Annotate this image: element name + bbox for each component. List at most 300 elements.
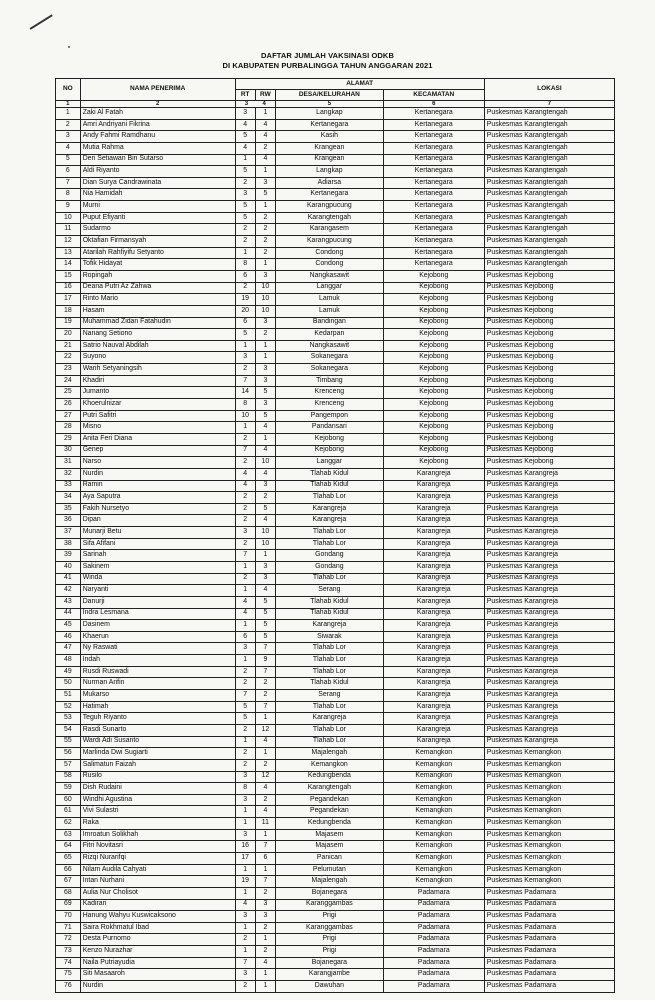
cell-lokasi: Puskesmas Karangtengah <box>484 166 614 178</box>
cell-rw: 10 <box>255 538 275 550</box>
cell-no: 52 <box>56 701 81 713</box>
cell-nama: Desta Purnomo <box>80 934 235 946</box>
cell-rt: 17 <box>235 853 255 865</box>
cell-rw: 1 <box>255 969 275 981</box>
cell-nama: Nurdin <box>80 468 235 480</box>
cell-no: 25 <box>56 387 81 399</box>
cell-kecamatan: Karangreja <box>383 503 484 515</box>
cell-desa: Gondang <box>275 550 383 562</box>
cell-kecamatan: Kemangkon <box>383 818 484 830</box>
column-number: 1 <box>56 101 81 108</box>
cell-rw: 12 <box>255 771 275 783</box>
cell-no: 43 <box>56 596 81 608</box>
cell-no: 20 <box>56 329 81 341</box>
cell-nama: Hatimah <box>80 701 235 713</box>
cell-lokasi: Puskesmas Kemangkon <box>484 829 614 841</box>
cell-rw: 4 <box>255 119 275 131</box>
cell-no: 34 <box>56 492 81 504</box>
cell-kecamatan: Karangreja <box>383 631 484 643</box>
table-row <box>56 352 615 364</box>
cell-kecamatan: Kejobong <box>383 422 484 434</box>
cell-desa: Tlahab Lor <box>275 724 383 736</box>
cell-rt: 3 <box>235 189 255 201</box>
cell-no: 10 <box>56 212 81 224</box>
cell-kecamatan: Kejobong <box>383 329 484 341</box>
cell-desa: Tlahab Kidul <box>275 468 383 480</box>
cell-rt: 5 <box>235 131 255 143</box>
cell-rt: 1 <box>235 585 255 597</box>
cell-rw: 4 <box>255 154 275 166</box>
cell-desa: Prigi <box>275 946 383 958</box>
cell-lokasi: Puskesmas Kejobong <box>484 457 614 469</box>
cell-nama: Kadiran <box>80 899 235 911</box>
cell-rt: 2 <box>235 934 255 946</box>
header-lokasi: LOKASI <box>484 79 614 101</box>
cell-rt: 1 <box>235 620 255 632</box>
table-row <box>56 201 615 213</box>
cell-lokasi: Puskesmas Karangreja <box>484 573 614 585</box>
cell-desa: Tlahab Lor <box>275 527 383 539</box>
cell-lokasi: Puskesmas Karangtengah <box>484 224 614 236</box>
cell-rt: 5 <box>235 166 255 178</box>
cell-lokasi: Puskesmas Kemangkon <box>484 876 614 888</box>
cell-no: 65 <box>56 853 81 865</box>
cell-lokasi: Puskesmas Karangreja <box>484 643 614 655</box>
cell-lokasi: Puskesmas Kejobong <box>484 340 614 352</box>
cell-rt: 2 <box>235 503 255 515</box>
header-desa: DESA/KELURAHAN <box>275 90 383 101</box>
cell-lokasi: Puskesmas Kemangkon <box>484 748 614 760</box>
cell-nama: Rinto Mario <box>80 294 235 306</box>
cell-nama: Kenzo Nurazhar <box>80 946 235 958</box>
table-row <box>56 492 615 504</box>
cell-desa: Tlahab Lor <box>275 538 383 550</box>
cell-nama: Sifa Afifani <box>80 538 235 550</box>
cell-rt: 2 <box>235 981 255 993</box>
cell-no: 48 <box>56 655 81 667</box>
cell-rw: 7 <box>255 666 275 678</box>
table-row <box>56 631 615 643</box>
cell-rt: 8 <box>235 783 255 795</box>
cell-rw: 1 <box>255 829 275 841</box>
cell-no: 33 <box>56 480 81 492</box>
cell-nama: Oktafian Firmansyah <box>80 236 235 248</box>
cell-desa: Bandingan <box>275 317 383 329</box>
table-row <box>56 189 615 201</box>
cell-desa: Kedarpan <box>275 329 383 341</box>
cell-rt: 2 <box>235 457 255 469</box>
cell-nama: Siti Masaaroh <box>80 969 235 981</box>
cell-nama: Nia Hamidah <box>80 189 235 201</box>
cell-lokasi: Puskesmas Karangtengah <box>484 177 614 189</box>
cell-nama: Fitri Novitasri <box>80 841 235 853</box>
cell-rw: 2 <box>255 887 275 899</box>
cell-kecamatan: Kejobong <box>383 340 484 352</box>
cell-rt: 10 <box>235 410 255 422</box>
cell-kecamatan: Karangreja <box>383 585 484 597</box>
table-row <box>56 911 615 923</box>
cell-rt: 1 <box>235 154 255 166</box>
cell-kecamatan: Kejobong <box>383 270 484 282</box>
cell-no: 73 <box>56 946 81 958</box>
cell-desa: Tlahab Lor <box>275 643 383 655</box>
cell-no: 49 <box>56 666 81 678</box>
cell-nama: Tofik Hidayat <box>80 259 235 271</box>
cell-rt: 1 <box>235 422 255 434</box>
table-row <box>56 399 615 411</box>
cell-no: 13 <box>56 247 81 259</box>
cell-kecamatan: Kemangkon <box>383 794 484 806</box>
cell-lokasi: Puskesmas Kemangkon <box>484 806 614 818</box>
cell-lokasi: Puskesmas Karangtengah <box>484 259 614 271</box>
cell-kecamatan: Kejobong <box>383 317 484 329</box>
cell-lokasi: Puskesmas Kejobong <box>484 387 614 399</box>
table-row <box>56 724 615 736</box>
cell-lokasi: Puskesmas Padamara <box>484 887 614 899</box>
cell-kecamatan: Kejobong <box>383 387 484 399</box>
cell-desa: Tlahab Lor <box>275 573 383 585</box>
cell-lokasi: Puskesmas Karangreja <box>484 492 614 504</box>
cell-desa: Timbang <box>275 375 383 387</box>
table-row <box>56 981 615 993</box>
table-row <box>56 655 615 667</box>
cell-kecamatan: Kemangkon <box>383 853 484 865</box>
table-row <box>56 946 615 958</box>
table-row <box>56 375 615 387</box>
cell-no: 61 <box>56 806 81 818</box>
cell-lokasi: Puskesmas Kejobong <box>484 270 614 282</box>
cell-rt: 1 <box>235 561 255 573</box>
cell-rt: 7 <box>235 375 255 387</box>
cell-nama: Nurdin <box>80 981 235 993</box>
cell-kecamatan: Karangreja <box>383 724 484 736</box>
cell-rt: 6 <box>235 631 255 643</box>
table-row <box>56 503 615 515</box>
cell-kecamatan: Kertanegara <box>383 131 484 143</box>
cell-rt: 3 <box>235 108 255 120</box>
cell-rt: 2 <box>235 538 255 550</box>
cell-kecamatan: Kertanegara <box>383 154 484 166</box>
cell-no: 24 <box>56 375 81 387</box>
table-row <box>56 957 615 969</box>
cell-kecamatan: Kertanegara <box>383 166 484 178</box>
cell-desa: Langgar <box>275 457 383 469</box>
cell-desa: Kemangkon <box>275 759 383 771</box>
cell-desa: Karangjambe <box>275 969 383 981</box>
cell-nama: Vivi Sulastri <box>80 806 235 818</box>
cell-nama: Murni <box>80 201 235 213</box>
cell-no: 9 <box>56 201 81 213</box>
cell-desa: Tlahab Kidul <box>275 480 383 492</box>
cell-no: 19 <box>56 317 81 329</box>
cell-nama: Intan Nurhani <box>80 876 235 888</box>
cell-rw: 4 <box>255 957 275 969</box>
cell-kecamatan: Karangreja <box>383 643 484 655</box>
cell-lokasi: Puskesmas Karangreja <box>484 515 614 527</box>
cell-rt: 1 <box>235 247 255 259</box>
table-row <box>56 876 615 888</box>
table-row <box>56 247 615 259</box>
cell-desa: Siwarak <box>275 631 383 643</box>
header-nama: NAMA PENERIMA <box>80 79 235 101</box>
table-row <box>56 678 615 690</box>
cell-lokasi: Puskesmas Kejobong <box>484 433 614 445</box>
cell-lokasi: Puskesmas Kejobong <box>484 399 614 411</box>
cell-rw: 1 <box>255 352 275 364</box>
cell-nama: Ny Raswati <box>80 643 235 655</box>
cell-rt: 2 <box>235 666 255 678</box>
cell-rw: 4 <box>255 515 275 527</box>
cell-lokasi: Puskesmas Karangreja <box>484 678 614 690</box>
cell-lokasi: Puskesmas Karangreja <box>484 713 614 725</box>
cell-desa: Bojanegara <box>275 887 383 899</box>
cell-rt: 1 <box>235 887 255 899</box>
column-number: 7 <box>484 101 614 108</box>
cell-desa: Lamuk <box>275 294 383 306</box>
header-alamat: ALAMAT <box>235 79 484 90</box>
cell-rt: 14 <box>235 387 255 399</box>
cell-no: 68 <box>56 887 81 899</box>
cell-rw: 2 <box>255 946 275 958</box>
cell-no: 16 <box>56 282 81 294</box>
cell-lokasi: Puskesmas Karangtengah <box>484 142 614 154</box>
cell-lokasi: Puskesmas Karangtengah <box>484 131 614 143</box>
cell-kecamatan: Karangreja <box>383 480 484 492</box>
pen-stroke-mark <box>30 14 53 29</box>
cell-lokasi: Puskesmas Karangreja <box>484 527 614 539</box>
cell-rw: 4 <box>255 585 275 597</box>
cell-rw: 2 <box>255 212 275 224</box>
cell-desa: Kedungbenda <box>275 818 383 830</box>
table-row <box>56 212 615 224</box>
cell-kecamatan: Kertanegara <box>383 201 484 213</box>
table-row <box>56 294 615 306</box>
table-row <box>56 608 615 620</box>
cell-no: 45 <box>56 620 81 632</box>
cell-lokasi: Puskesmas Kemangkon <box>484 864 614 876</box>
cell-desa: Karangreja <box>275 515 383 527</box>
cell-rw: 5 <box>255 620 275 632</box>
cell-rw: 4 <box>255 445 275 457</box>
cell-desa: Gondang <box>275 561 383 573</box>
cell-rw: 2 <box>255 329 275 341</box>
table-row <box>56 457 615 469</box>
cell-desa: Langkap <box>275 108 383 120</box>
cell-no: 3 <box>56 131 81 143</box>
table-row <box>56 422 615 434</box>
cell-nama: Teguh Riyanto <box>80 713 235 725</box>
cell-nama: Misno <box>80 422 235 434</box>
cell-lokasi: Puskesmas Kemangkon <box>484 841 614 853</box>
cell-rw: 2 <box>255 236 275 248</box>
cell-rt: 19 <box>235 294 255 306</box>
table-row <box>56 620 615 632</box>
column-number: 6 <box>383 101 484 108</box>
cell-lokasi: Puskesmas Karangreja <box>484 736 614 748</box>
cell-no: 39 <box>56 550 81 562</box>
table-row <box>56 433 615 445</box>
cell-desa: Pandansari <box>275 422 383 434</box>
cell-no: 66 <box>56 864 81 876</box>
cell-rw: 1 <box>255 166 275 178</box>
cell-desa: Tlahab Lor <box>275 655 383 667</box>
cell-kecamatan: Kejobong <box>383 294 484 306</box>
cell-lokasi: Puskesmas Karangtengah <box>484 119 614 131</box>
table-row <box>56 969 615 981</box>
cell-rt: 3 <box>235 527 255 539</box>
table-row <box>56 305 615 317</box>
table-row <box>56 864 615 876</box>
cell-lokasi: Puskesmas Karangreja <box>484 631 614 643</box>
cell-no: 29 <box>56 433 81 445</box>
cell-rt: 5 <box>235 212 255 224</box>
cell-lokasi: Puskesmas Karangtengah <box>484 108 614 120</box>
cell-rw: 3 <box>255 317 275 329</box>
cell-lokasi: Puskesmas Karangtengah <box>484 189 614 201</box>
cell-rt: 5 <box>235 713 255 725</box>
cell-nama: Mukarso <box>80 690 235 702</box>
cell-rt: 3 <box>235 352 255 364</box>
cell-nama: Narso <box>80 457 235 469</box>
table-row <box>56 445 615 457</box>
cell-lokasi: Puskesmas Kejobong <box>484 282 614 294</box>
cell-no: 36 <box>56 515 81 527</box>
cell-kecamatan: Padamara <box>383 922 484 934</box>
cell-no: 69 <box>56 899 81 911</box>
cell-rw: 7 <box>255 701 275 713</box>
header-rw: RW <box>255 90 275 101</box>
cell-lokasi: Puskesmas Karangreja <box>484 538 614 550</box>
cell-desa: Kertanegara <box>275 119 383 131</box>
cell-nama: Khadiri <box>80 375 235 387</box>
cell-lokasi: Puskesmas Kejobong <box>484 294 614 306</box>
cell-no: 56 <box>56 748 81 760</box>
cell-rw: 2 <box>255 922 275 934</box>
cell-lokasi: Puskesmas Karangreja <box>484 690 614 702</box>
cell-kecamatan: Karangreja <box>383 527 484 539</box>
cell-rw: 3 <box>255 480 275 492</box>
cell-kecamatan: Karangreja <box>383 701 484 713</box>
cell-rt: 5 <box>235 201 255 213</box>
cell-rt: 1 <box>235 340 255 352</box>
cell-no: 8 <box>56 189 81 201</box>
cell-no: 63 <box>56 829 81 841</box>
cell-no: 53 <box>56 713 81 725</box>
cell-rw: 3 <box>255 561 275 573</box>
cell-rt: 2 <box>235 282 255 294</box>
cell-no: 4 <box>56 142 81 154</box>
cell-nama: Suyono <box>80 352 235 364</box>
cell-nama: Salimatun Faizah <box>80 759 235 771</box>
cell-lokasi: Puskesmas Kejobong <box>484 422 614 434</box>
cell-no: 17 <box>56 294 81 306</box>
cell-no: 74 <box>56 957 81 969</box>
cell-rw: 1 <box>255 259 275 271</box>
cell-rw: 3 <box>255 899 275 911</box>
cell-lokasi: Puskesmas Padamara <box>484 981 614 993</box>
cell-no: 50 <box>56 678 81 690</box>
cell-kecamatan: Karangreja <box>383 690 484 702</box>
cell-kecamatan: Karangreja <box>383 596 484 608</box>
cell-no: 76 <box>56 981 81 993</box>
cell-no: 70 <box>56 911 81 923</box>
cell-rt: 3 <box>235 969 255 981</box>
cell-no: 31 <box>56 457 81 469</box>
cell-no: 59 <box>56 783 81 795</box>
cell-lokasi: Puskesmas Karangtengah <box>484 212 614 224</box>
cell-lokasi: Puskesmas Padamara <box>484 899 614 911</box>
cell-no: 55 <box>56 736 81 748</box>
cell-no: 7 <box>56 177 81 189</box>
table-row <box>56 585 615 597</box>
cell-rw: 5 <box>255 631 275 643</box>
cell-lokasi: Puskesmas Karangreja <box>484 468 614 480</box>
cell-desa: Serang <box>275 690 383 702</box>
cell-rw: 11 <box>255 818 275 830</box>
cell-rw: 5 <box>255 608 275 620</box>
cell-nama: Deri Setiawan Bin Sutarso <box>80 154 235 166</box>
table-row <box>56 794 615 806</box>
cell-kecamatan: Kemangkon <box>383 876 484 888</box>
cell-nama: Putri Safitri <box>80 410 235 422</box>
cell-nama: Nanang Setiono <box>80 329 235 341</box>
table-row <box>56 364 615 376</box>
cell-no: 15 <box>56 270 81 282</box>
cell-kecamatan: Padamara <box>383 969 484 981</box>
cell-kecamatan: Kemangkon <box>383 806 484 818</box>
table-row <box>56 573 615 585</box>
cell-lokasi: Puskesmas Kemangkon <box>484 818 614 830</box>
cell-rt: 1 <box>235 655 255 667</box>
cell-no: 47 <box>56 643 81 655</box>
cell-lokasi: Puskesmas Kejobong <box>484 329 614 341</box>
cell-nama: Mutia Rahma <box>80 142 235 154</box>
cell-nama: Imroatun Solikhah <box>80 829 235 841</box>
cell-rt: 1 <box>235 736 255 748</box>
table-row <box>56 270 615 282</box>
cell-nama: Dipan <box>80 515 235 527</box>
table-row <box>56 841 615 853</box>
cell-no: 64 <box>56 841 81 853</box>
cell-desa: Tlahab Lor <box>275 701 383 713</box>
header-kecamatan: KECAMATAN <box>383 90 484 101</box>
cell-rt: 3 <box>235 794 255 806</box>
cell-lokasi: Puskesmas Karangreja <box>484 480 614 492</box>
cell-no: 57 <box>56 759 81 771</box>
cell-kecamatan: Kertanegara <box>383 119 484 131</box>
cell-kecamatan: Padamara <box>383 946 484 958</box>
cell-rt: 16 <box>235 841 255 853</box>
cell-nama: Atarilah Rahfiyifu Setyanto <box>80 247 235 259</box>
cell-no: 22 <box>56 352 81 364</box>
cell-rt: 3 <box>235 771 255 783</box>
cell-rt: 3 <box>235 911 255 923</box>
cell-rw: 3 <box>255 364 275 376</box>
cell-rt: 2 <box>235 224 255 236</box>
cell-lokasi: Puskesmas Padamara <box>484 946 614 958</box>
cell-no: 51 <box>56 690 81 702</box>
table-row <box>56 690 615 702</box>
cell-rw: 3 <box>255 399 275 411</box>
cell-nama: Puput Efiyanti <box>80 212 235 224</box>
table-row <box>56 748 615 760</box>
cell-rw: 1 <box>255 981 275 993</box>
cell-rw: 10 <box>255 294 275 306</box>
cell-no: 26 <box>56 399 81 411</box>
cell-rw: 1 <box>255 433 275 445</box>
table-row <box>56 701 615 713</box>
table-row <box>56 329 615 341</box>
